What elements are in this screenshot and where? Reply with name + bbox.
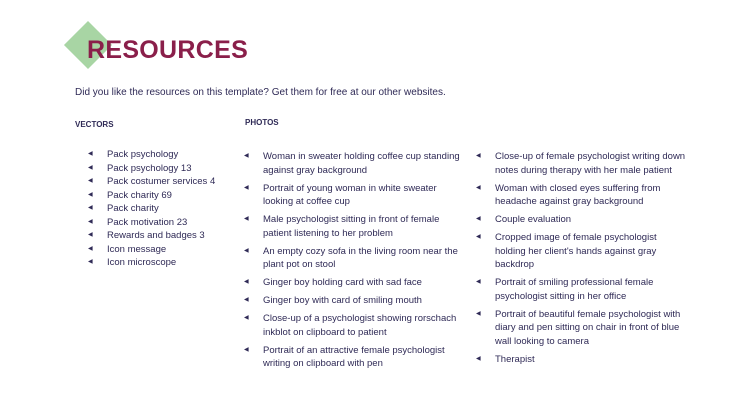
list-item[interactable]: ◀ Pack psychology 13 [88,162,192,174]
page-title: RESOURCES [87,36,249,64]
list-item[interactable]: ◀ An empty cozy sofa in the living room near the plant pot on stool [244,245,458,270]
photos-list-1 [240,150,465,375]
triangle-bullet-icon: ◀ [244,216,249,222]
triangle-bullet-icon: ◀ [244,247,249,254]
list-item[interactable]: ◀ Rewards and badges 3 [88,230,205,241]
list-item[interactable]: ◀ Male psychologist sitting in front of female patient listening to her problem [244,214,440,239]
triangle-bullet-icon: ◀ [476,279,481,285]
list-item[interactable]: ◀ Portrait of beautiful female psychologist with diary and pen sitting on chair in front of blue wall looking to camera [476,308,681,347]
list-item[interactable]: ◀ Pack motivation 23 [88,216,188,228]
list-item[interactable]: ◀ Pack charity 69 [88,189,172,201]
triangle-bullet-icon: ◀ [244,315,249,321]
triangle-bullet-icon: ◀ [88,205,93,211]
triangle-bullet-icon: ◀ [88,259,93,265]
triangle-bullet-icon: ◀ [476,310,481,317]
list-item[interactable]: ◀ Icon message [88,243,167,255]
triangle-bullet-icon: ◀ [88,245,93,252]
triangle-bullet-icon: ◀ [88,218,93,225]
list-item[interactable]: ◀ Close-up of a psychologist showing rorschach inkblot on clipboard to patient [244,313,457,338]
triangle-bullet-icon: ◀ [476,153,481,159]
list-item[interactable]: ◀ Therapist [476,353,535,365]
photos-heading: PHOTOS [245,118,279,127]
triangle-bullet-icon: ◀ [244,346,249,353]
vectors-heading: VECTORS [75,120,114,129]
list-item[interactable]: ◀ Ginger boy with card of smiling mouth [244,295,422,306]
list-item[interactable]: ◀ Ginger boy holding card with sad face [244,277,422,288]
list-item[interactable]: ◀ Icon microscope [88,257,177,268]
triangle-bullet-icon: ◀ [476,234,481,240]
triangle-bullet-icon: ◀ [244,297,249,303]
triangle-bullet-icon: ◀ [244,184,249,191]
triangle-bullet-icon: ◀ [88,164,93,171]
list-item[interactable]: ◀ Close-up of female psychologist writing down notes during therapy with her male patient [476,151,686,176]
list-item[interactable]: ◀ Pack costumer services 4 [88,176,216,187]
triangle-bullet-icon: ◀ [88,178,93,184]
vectors-list [84,148,234,270]
triangle-bullet-icon: ◀ [244,279,249,285]
list-item[interactable]: ◀ Portrait of smiling professional female psychologist sitting in her office [476,277,654,302]
triangle-bullet-icon: ◀ [476,216,481,222]
triangle-bullet-icon: ◀ [88,151,93,157]
list-item[interactable]: ◀ Woman in sweater holding coffee cup standing against gray background [244,151,460,176]
triangle-bullet-icon: ◀ [476,355,481,362]
subtitle: Did you like the resources on this template? Get them for free at our other websites. [75,87,446,98]
list-item[interactable]: ◀ Pack psychology [88,149,179,160]
triangle-bullet-icon: ◀ [88,232,93,238]
photos-list-2 [472,150,687,371]
list-item[interactable]: ◀ Cropped image of female psychologist holding her client's hands against gray backdrop [476,232,657,270]
triangle-bullet-icon: ◀ [476,184,481,191]
list-item[interactable]: ◀ Couple evaluation [476,214,572,225]
triangle-bullet-icon: ◀ [88,191,93,198]
list-item[interactable]: ◀ Pack charity [88,203,159,214]
list-item[interactable]: ◀ Woman with closed eyes suffering from headache against gray background [476,182,661,207]
triangle-bullet-icon: ◀ [244,153,249,159]
list-item[interactable]: ◀ Portrait of young woman in white sweater looking at coffee cup [244,182,437,207]
list-item[interactable]: ◀ Portrait of an attractive female psychologist writing on clipboard with pen [244,344,445,369]
